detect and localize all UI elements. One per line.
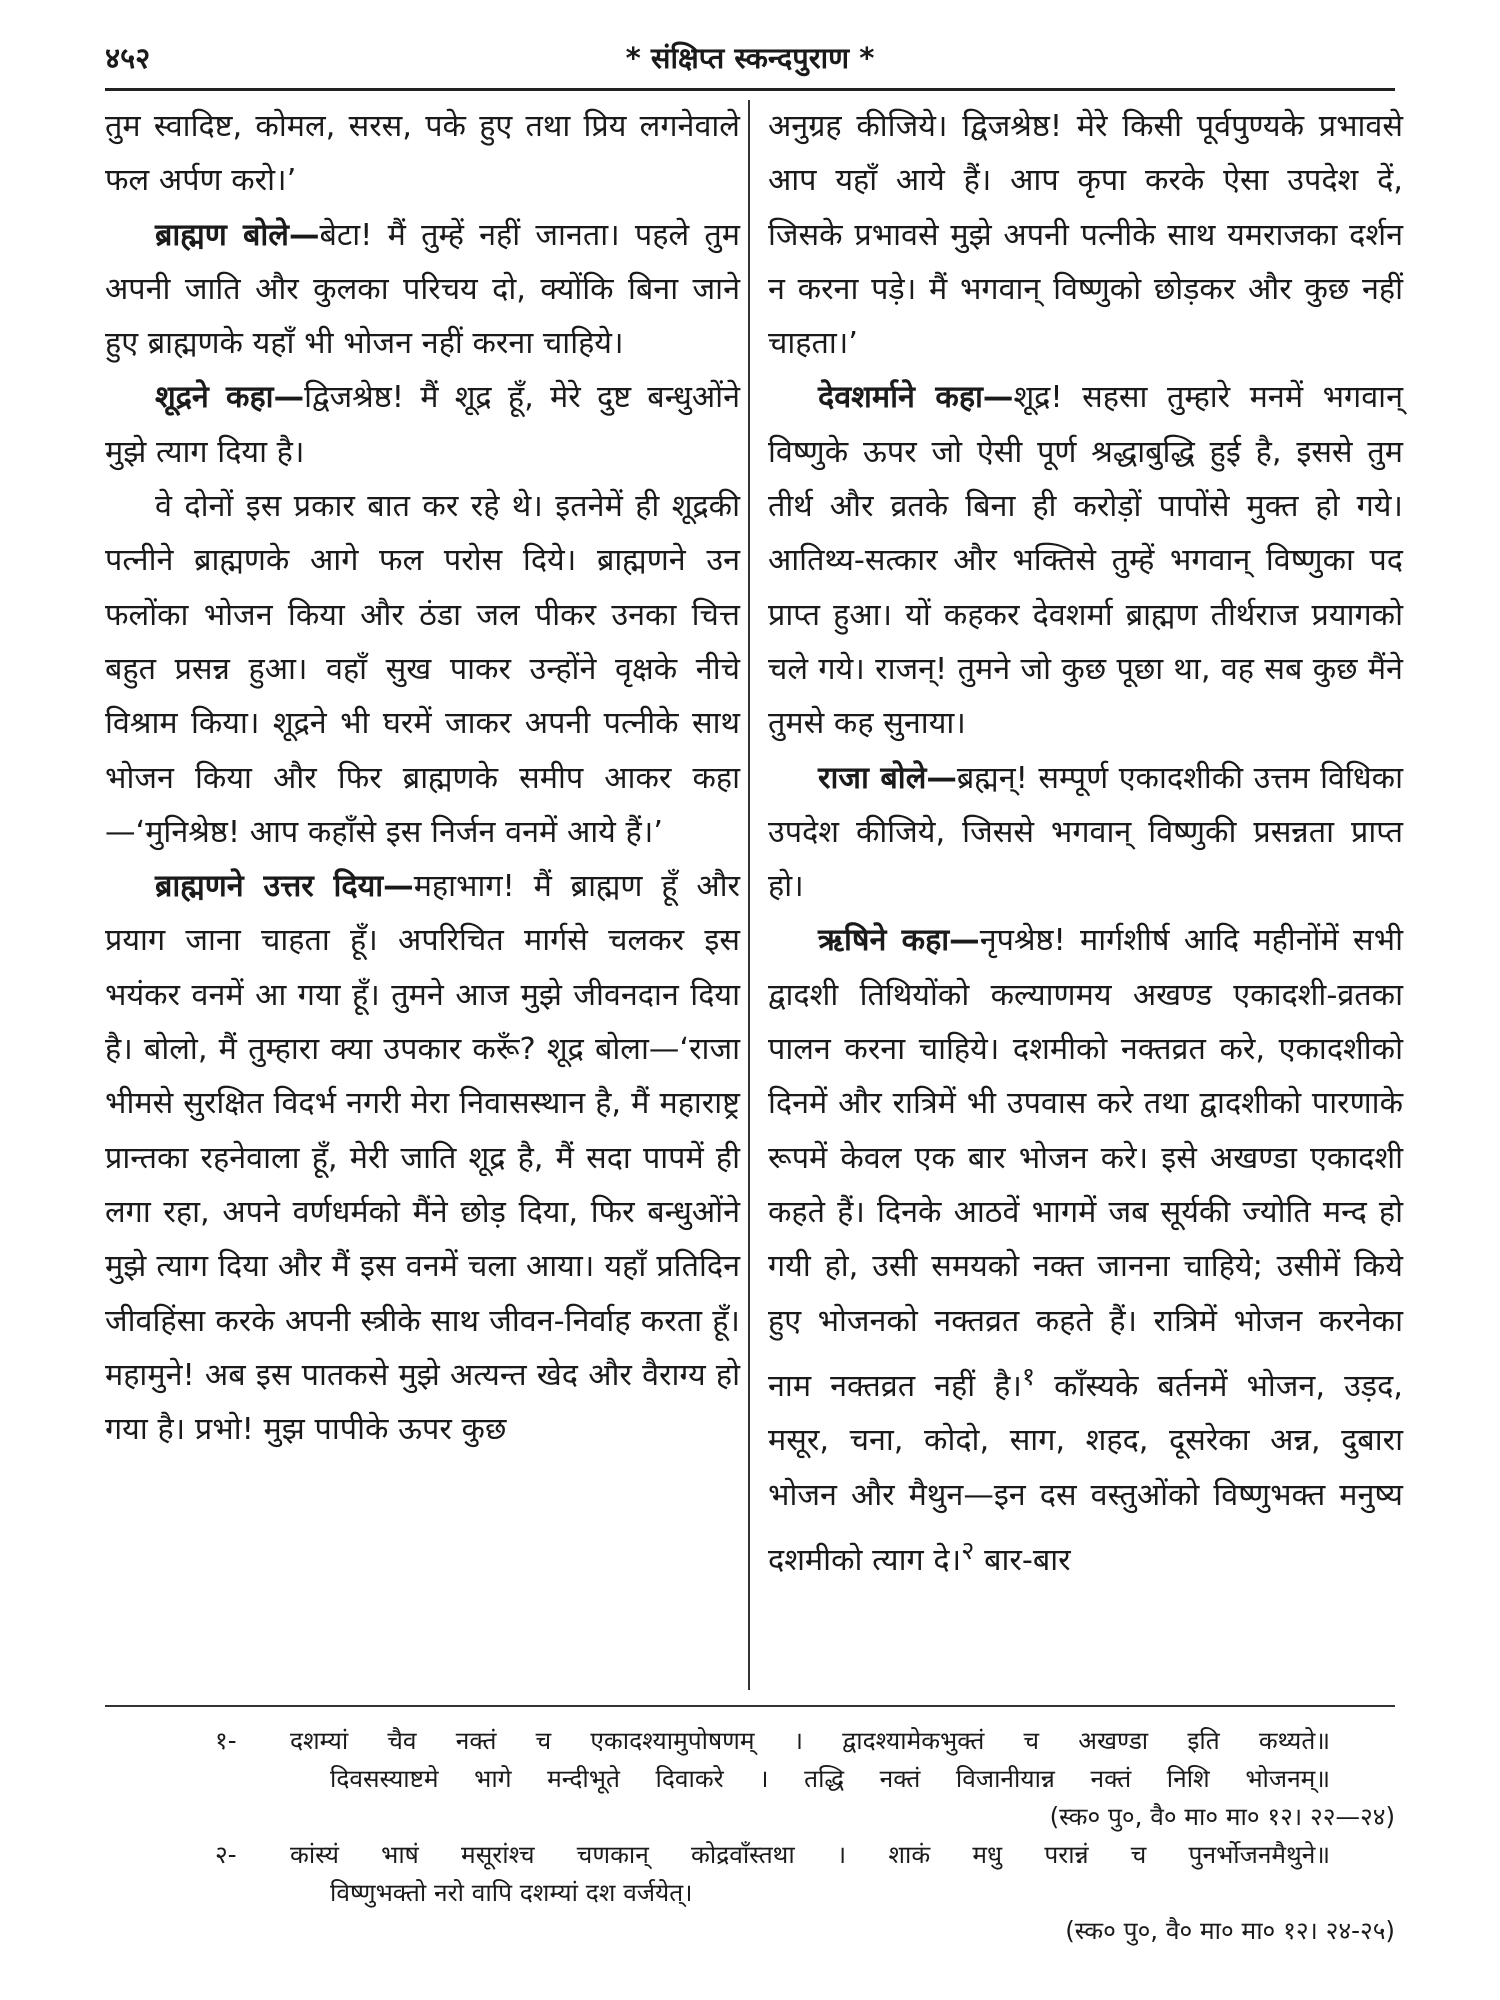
paragraph-text: बेटा! मैं तुम्हें नहीं जानता। पहले तुम अपनी जाति और कुलका परिचय दो, क्योंकि बिना जाने हुए ब्राह्मणके यहाँ भी भोजन नहीं करना चाहिये। [105,217,740,362]
paragraph-text: द्विजश्रेष्ठ! मैं शूद्र हूँ, मेरे दुष्ट बन्धुओंने मुझे त्याग दिया है। [105,380,740,470]
running-title: * संक्षिप्त स्कन्दपुराण * [625,41,875,75]
paragraph [768,752,1403,915]
footnote-verse: कांस्यं भाषं मसूरांश्च चणकान् कोद्रवाँस्तथा । शाकं मधु परान्नं च पुनर्भोजनमैथुने॥ [290,1840,1330,1869]
paragraph [105,209,740,372]
footnote-line [105,1798,1395,1836]
footnote-line [105,1912,1395,1950]
paragraph-text: काँस्यके बर्तनमें भोजन, उड़द, मसूर, चना, कोदो, साग, शहद, दूसरेका अन्न, दुबारा भोजन और मैथुन—इन दस वस्तुओंको विष्णुभक्त मनुष्य दशमीको त्याग दे। [768,1368,1403,1579]
footnote-line [105,1760,1395,1798]
paragraph-text: महाभाग! मैं ब्राह्मण हूँ और प्रयाग जाना चाहता हूँ। अपरिचित मार्गसे चलकर इस भयंकर वनमें आ गया हूँ। तुमने आज मुझे जीवनदान दिया है। बोलो, मैं तुम्हारा क्या उपकार करूँ? शूद्र बोला—‘राजा भीमसे सुरक्षित विदर्भ नगरी मेरा निवासस्थान है, मैं महाराष्ट्र प्रान्तका रहनेवाला हूँ, मेरी जाति शूद्र है, मैं सदा पापमें ही लगा रहा, अपने वर्णधर्मको मैंने छोड़ दिया, फिर बन्धुओंने मुझे त्याग दिया और मैं इस वनमें चला आया। यहाँ प्रतिदिन जीवहिंसा करके अपनी स्त्रीके साथ जीवन-निर्वाह करता हूँ। महामुने! अब इस पातकसे मुझे अत्यन्त खेद और वैराग्य हो गया है। प्रभो! मुझ पापीके ऊपर कुछ [105,869,740,1448]
paragraph: तुम स्वादिष्ट, कोमल, सरस, पके हुए तथा प्रिय लगनेवाले फल अर्पण करो।’ [105,109,740,199]
footnote-marker: १ [1021,1360,1036,1391]
footnote-line [105,1722,1395,1760]
footnote-verse: दिवसस्याष्टमे भागे मन्दीभूते दिवाकरे । तद्धि नक्तं विजानीयान्न नक्तं निशि भोजनम्॥ [330,1764,1330,1793]
page-number: ४५२ [105,41,151,75]
page-header [105,38,1395,82]
paragraph-text: शूद्र! सहसा तुम्हारे मनमें भगवान् विष्णुके ऊपर जो ऐसी पूर्ण श्रद्धाबुद्धि हुई है, इससे तुम तीर्थ और व्रतके बिना ही करोड़ों पापोंसे मुक्त हो गये। आतिथ्य-सत्कार और भक्तिसे तुम्हें भगवान् विष्णुका पद प्राप्त हुआ। यों कहकर देवशर्मा ब्राह्मण तीर्थराज प्रयागको चले गये। राजन्! तुमने जो कुछ पूछा था, वह सब कुछ मैंने तुमसे कह सुनाया। [768,380,1403,742]
footnote-number: २- [215,1840,237,1869]
speaker-label: ब्राह्मण बोले— [155,217,320,253]
footnote-rule [105,1705,1395,1707]
paragraph [768,914,1403,1588]
footnote-number: १- [215,1726,237,1755]
footnote-reference: (स्क० पु०, वै० मा० मा० १२। २४-२५) [1065,1916,1395,1945]
paragraph-text: ब्रह्मन्! सम्पूर्ण एकादशीकी उत्तम विधिका उपदेश कीजिये, जिससे भगवान् विष्णुकी प्रसन्नता प्राप्त हो। [768,760,1403,905]
header-rule [105,88,1395,91]
footnote-verse: विष्णुभक्तो नरो वापि दशम्यां दश वर्जयेत्। [330,1878,693,1907]
paragraph [768,371,1403,751]
footnote-reference: (स्क० पु०, वै० मा० मा० १२। २२—२४) [1049,1802,1395,1831]
footnote-line [105,1836,1395,1874]
footnote-line [105,1874,1395,1912]
paragraph [105,860,740,1457]
paragraph [105,371,740,480]
paragraph: वे दोनों इस प्रकार बात कर रहे थे। इतनेमें ही शूद्रकी पत्नीने ब्राह्मणके आगे फल परोस दिये। ब्राह्मणने उन फलोंका भोजन किया और ठंडा जल पीकर उनका चित्त बहुत प्रसन्न हुआ। वहाँ सुख पाकर उन्होंने वृक्षके नीचे विश्राम किया। शूद्रने भी घरमें जाकर अपनी पत्नीके साथ भोजन किया और फिर ब्राह्मणके समीप आकर कहा—‘मुनिश्रेष्ठ! आप कहाँसे इस निर्जन वनमें आये हैं।’ [105,489,740,850]
footnote-verse: दशम्यां चैव नक्तं च एकादश्यामुपोषणम् । द्वादश्यामेकभुक्तं च अखण्डा इति कथ्यते॥ [290,1726,1330,1755]
left-column [105,100,740,1457]
speaker-label: राजा बोले— [818,760,957,796]
speaker-label: ब्राह्मणने उत्तर दिया— [155,869,414,905]
footnotes [105,1722,1395,1950]
column-divider [748,100,750,1690]
paragraph-text: नृपश्रेष्ठ! मार्गशीर्ष आदि महीनोंमें सभी द्वादशी तिथियोंको कल्याणमय अखण्ड एकादशी-व्रतका पालन करना चाहिये। दशमीको नक्तव्रत करे, एकादशीको दिनमें और रात्रिमें भी उपवास करे तथा द्वादशीको पारणाके रूपमें केवल एक बार भोजन करे। इसे अखण्डा एकादशी कहते हैं। दिनके आठवें भागमें जब सूर्यकी ज्योति मन्द हो गयी हो, उसी समयको नक्त जानना चाहिये; उसीमें किये हुए भोजनको नक्तव्रत कहते हैं। रात्रिमें भोजन करनेका नाम नक्तव्रत नहीं है। [768,923,1403,1404]
paragraph: अनुग्रह कीजिये। द्विजश्रेष्ठ! मेरे किसी पूर्वपुण्यके प्रभावसे आप यहाँ आये हैं। आप कृपा करके ऐसा उपदेश दें, जिसके प्रभावसे मुझे अपनी पत्नीके साथ यमराजका दर्शन न करना पड़े। मैं भगवान् विष्णुको छोड़कर और कुछ नहीं चाहता।’ [768,109,1403,362]
speaker-label: ऋषिने कहा— [818,923,980,959]
right-column [768,100,1403,1588]
speaker-label: शूद्रने कहा— [155,380,305,416]
paragraph-text: बार-बार [974,1543,1071,1579]
footnote-marker: २ [961,1534,975,1565]
speaker-label: देवशर्माने कहा— [818,380,1014,416]
